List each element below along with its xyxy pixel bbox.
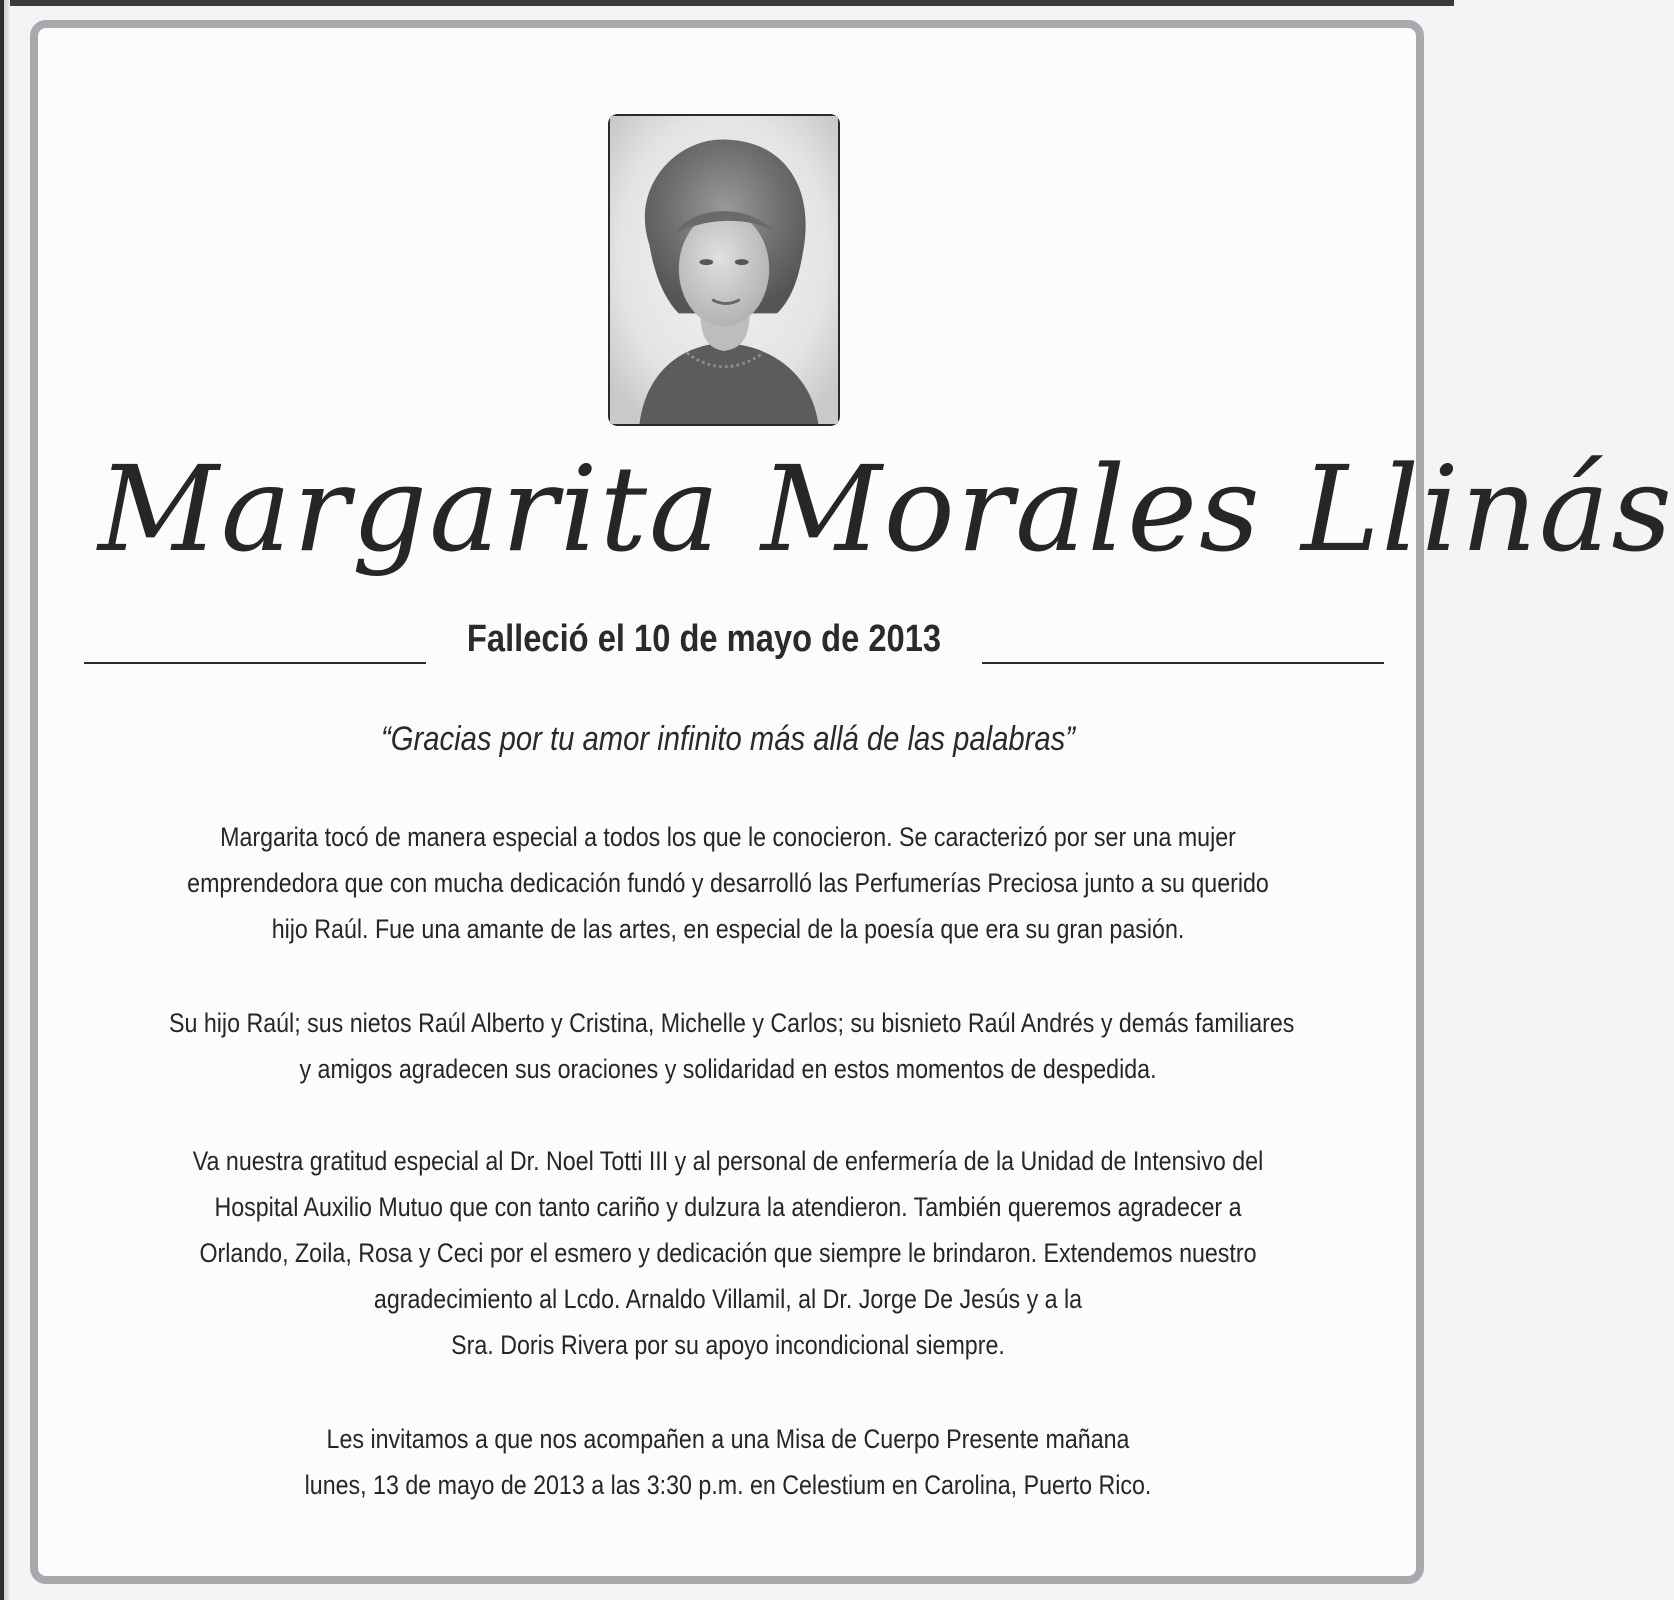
deceased-name: Margarita Morales Llinás [98, 440, 1674, 578]
death-date: Falleció el 10 de mayo de 2013 [466, 618, 942, 660]
paragraph-gratitude [78, 1138, 1378, 1368]
paragraph-line: emprendedora que con mucha dedicación fundó y desarrolló las Perfumerías Preciosa junto a su querido [187, 868, 1269, 898]
paragraph-line: y amigos agradecen sus oraciones y solidaridad en estos momentos de despedida. [299, 1054, 1157, 1084]
paragraph-line: Margarita tocó de manera especial a todos los que le conocieron. Se caracterizó por ser una mujer [220, 822, 1236, 852]
divider-left [84, 662, 426, 664]
paragraph-line: Hospital Auxilio Mutuo que con tanto cariño y dulzura la atendieron. También queremos agradecer a [214, 1192, 1242, 1222]
paragraph-biography [78, 814, 1378, 952]
scan-left-edge [0, 0, 10, 1600]
scan-top-edge [0, 0, 1454, 6]
paragraph-line: Va nuestra gratitud especial al Dr. Noel Totti III y al personal de enfermería de la Unidad de Intensivo del [192, 1146, 1264, 1176]
divider-right [982, 662, 1384, 664]
paragraph-line: Sra. Doris Rivera por su apoyo incondicional siempre. [451, 1330, 1005, 1360]
paragraph-line: Orlando, Zoila, Rosa y Ceci por el esmero y dedicación que siempre le brindaron. Extendemos nuestro [199, 1238, 1257, 1268]
paragraph-line: hijo Raúl. Fue una amante de las artes, en especial de la poesía que era su gran pasión. [271, 914, 1185, 944]
paragraph-line: agradecimiento al Lcdo. Arnaldo Villamil, al Dr. Jorge De Jesús y a la [373, 1284, 1083, 1314]
portrait-photo [608, 114, 840, 426]
obituary-card [30, 20, 1674, 1584]
paragraph-family [78, 1000, 1378, 1092]
paragraph-line: Les invitamos a que nos acompañen a una Misa de Cuerpo Presente mañana [326, 1424, 1130, 1454]
paragraph-line: lunes, 13 de mayo de 2013 a las 3:30 p.m. en Celestium en Carolina, Puerto Rico. [304, 1470, 1152, 1500]
memorial-quote: “Gracias por tu amor infinito más allá de las palabras” [381, 720, 1075, 758]
paragraph-mass-invitation [78, 1416, 1378, 1508]
paragraph-line: Su hijo Raúl; sus nietos Raúl Alberto y Cristina, Michelle y Carlos; su bisnieto Raúl Andrés y demás familiares [169, 1008, 1295, 1038]
portrait-image [610, 116, 838, 424]
